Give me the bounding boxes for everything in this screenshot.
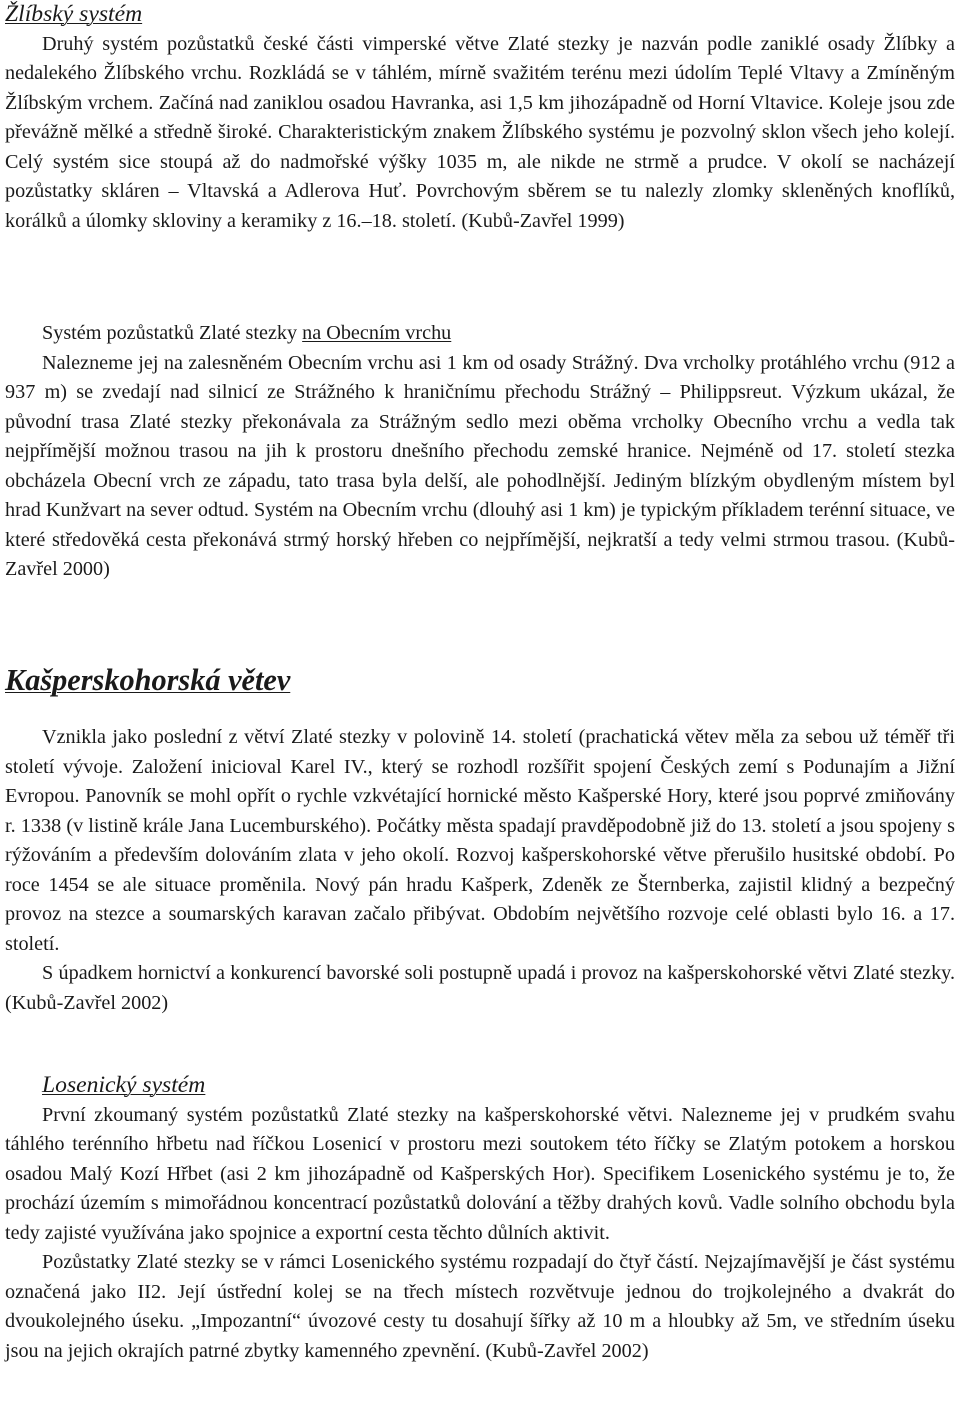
paragraph-losenicky-2: Pozůstatky Zlaté stezky se v rámci Losenického systému rozpadají do čtyř částí. Nejzajímavější je část systému označená jako II2. Její ústřední kolej se na třech místech rozvětvuje jednou do trojkolejného a dvakrát do dvoukolejného úseku. „Impozantní“ úvozové cesty tu dosahují šířky až 10 m a hloubky až 5m, ve středním úseku jsou na jejich okrajích patrné zbytky kamenného zpevnění. (Kubů-Zavřel 2002)	[5, 1251, 955, 1362]
section-obecni-vrch	[5, 319, 955, 585]
paragraph-zlibsky: Druhý systém pozůstatků české části vimperské větve Zlaté stezky je nazván podle zaniklé osady Žlíbky a nedalekého Žlíbského vrchu. Rozkládá se v táhlém, mírně svažitém terénu mezi údolím Teplé Vltavy a Zmíněným Žlíbským vrchem. Začíná nad zaniklou osadou Havranka, asi 1,5 km jihozápadně od Horní Vltavice. Koleje jsou zde převážně mělké a středně široké. Charakteristickým znakem Žlíbského systému je pozvolný sklon všech jeho kolejí. Celý systém sice stoupá až do nadmořské výšky 1035 m, ale nikde ne strmě a prudce. V okolí se nacházejí pozůstatky skláren – Vltavská a Adlerova Huť. Povrchovým sběrem se tu nalezly zlomky skleněných knoflíků, korálků a úlomky skloviny a keramiky z 16.–18. století. (Kubů-Zavřel 1999)	[5, 32, 955, 232]
section-losenicky	[5, 1071, 955, 1366]
title-link-obecni-vrch: na Obecním vrchu	[302, 322, 452, 344]
section-kasperskohorska	[5, 663, 955, 697]
paragraph-kasperskohorska-2: S úpadkem hornictví a konkurencí bavorské soli postupně upadá i provoz na kašperskohorské větvi Zlaté stezky. (Kubů-Zavřel 2002)	[5, 962, 955, 1014]
paragraph-kasperskohorska-1: Vznikla jako poslední z větví Zlaté stezky v polovině 14. století (prachatická větev měla za sebou už téměř tři století vývoje. Založení inicioval Karel IV., který se rozhodl rozšířit spojení Českých zemí s Podunajím a Jižní Evropou. Panovník se mohl opřít o rychle vzkvétající hornické město Kašperské Hory, které jsou poprvé zmiňovány r. 1338 (v listině krále Jana Lucemburského). Počátky města spadají pravděpodobně již do 13. století a jsou spojeny s rýžováním a především dolováním zlata v jeho okolí. Rozvoj kašperskohorské větve přerušilo husitské období. Po roce 1454 se ale situace proměnila. Nový pán hradu Kašperk, Zdeněk ze Šternberka, zajistil klidný a bezpečný provoz na stezce a soumarských karavan začalo přibývat. Obdobím největšího rozvoje celé oblasti bylo 16. a 17. století.	[5, 726, 955, 955]
title-prefix: Systém pozůstatků Zlaté stezky	[42, 322, 303, 344]
paragraph-obecni-vrch: Nalezneme jej na zalesněném Obecním vrchu asi 1 km od osady Strážný. Dva vrcholky protáhlého vrchu (912 a 937 m) se zvedají nad silnicí ze Strážného k hraničnímu přechodu Strážný – Philippsreut. Výzkum ukázal, že původní trasa Zlaté stezky překonávala za Strážným sedlo mezi oběma vrcholky Obecního vrchu a vedla tak nejpřímější možnou trasou na jih k prostoru dnešního přechodu zemské hranice. Nejméně od 17. století stezka obcházela Obecní vrch ze západu, tato trasa byla delší, ale pohodlnější. Jediným blízkým obydleným místem byl hrad Kunžvart na sever odtud. Systém na Obecním vrchu (dlouhý asi 1 km) je typickým příkladem terénní situace, ve které středověká cesta překonává strmý horský hřeben co nejpřímější, nejkratší a tedy velmi strmou trasou. (Kubů-Zavřel 2000)	[5, 351, 955, 580]
section-zlibsky	[5, 0, 955, 236]
section-kasperskohorska-body	[5, 723, 955, 1018]
section-heading-zlibsky: Žlíbský systém	[5, 1, 143, 27]
section-title-obecni-vrch	[5, 319, 955, 349]
chapter-heading-kasperskohorska: Kašperskohorská větev	[5, 663, 291, 697]
paragraph-losenicky-1: První zkoumaný systém pozůstatků Zlaté stezky na kašperskohorské větvi. Nalezneme jej v prudkém svahu táhlého terénního hřbetu nad říčkou Losenicí v prostoru mezi soutokem této říčky se Zlatým potokem a horskou osadou Malý Kozí Hřbet (asi 2 km jihozápadně od Kašperských Hor). Specifikem Losenického systému je to, že prochází územím s mimořádnou koncentrací pozůstatků dolování a těžby drahých kovů. Vadle solního obchodu byla tedy zajisté využívána jako spojnice a exportní cesta těchto důlních aktivit.	[5, 1103, 955, 1244]
section-heading-losenicky: Losenický systém	[42, 1072, 206, 1098]
